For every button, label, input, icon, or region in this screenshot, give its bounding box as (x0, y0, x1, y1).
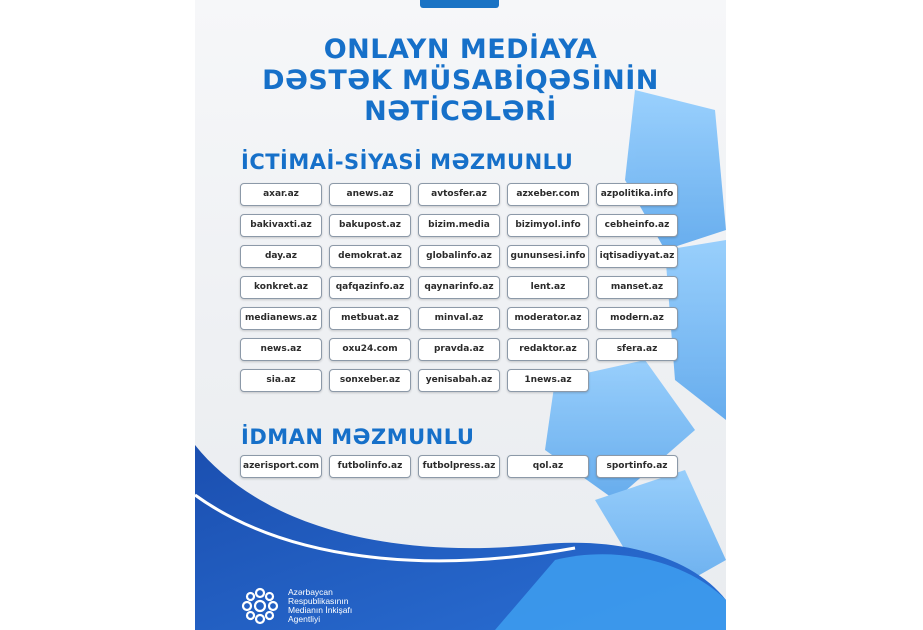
site-chip[interactable]: lent.az (507, 276, 589, 299)
site-chip[interactable]: manset.az (596, 276, 678, 299)
top-tab (420, 0, 499, 8)
site-chip[interactable]: bakivaxti.az (240, 214, 322, 237)
site-chip[interactable]: qafqazinfo.az (329, 276, 411, 299)
site-chip[interactable]: modern.az (596, 307, 678, 330)
site-chip[interactable]: anews.az (329, 183, 411, 206)
site-chip[interactable]: sia.az (240, 369, 322, 392)
site-chip[interactable]: cebheinfo.az (596, 214, 678, 237)
site-chip[interactable]: qaynarinfo.az (418, 276, 500, 299)
section-title-socio-political: İCTİMAİ-SİYASİ MƏZMUNLU (241, 150, 574, 174)
site-chip[interactable]: bizim.media (418, 214, 500, 237)
site-chip[interactable]: axar.az (240, 183, 322, 206)
site-chip[interactable]: yenisabah.az (418, 369, 500, 392)
site-chip[interactable]: bakupost.az (329, 214, 411, 237)
title-line: ONLAYN MEDİAYA (323, 34, 598, 65)
site-chip[interactable]: globalinfo.az (418, 245, 500, 268)
site-chip[interactable]: qol.az (507, 455, 589, 478)
site-chip[interactable]: medianews.az (240, 307, 322, 330)
site-chip[interactable]: avtosfer.az (418, 183, 500, 206)
title-line: NƏTİCƏLƏRİ (364, 96, 557, 127)
site-chip[interactable]: sfera.az (596, 338, 678, 361)
site-chip[interactable]: minval.az (418, 307, 500, 330)
site-chip[interactable]: sonxeber.az (329, 369, 411, 392)
agency-name: Azərbaycan Respublikasının Medianın İnkişafı Agentliyi (288, 587, 353, 624)
site-chip[interactable]: konkret.az (240, 276, 322, 299)
site-chip[interactable]: redaktor.az (507, 338, 589, 361)
site-chip[interactable]: futbolinfo.az (329, 455, 411, 478)
page-title (195, 34, 726, 127)
site-chip[interactable]: futbolpress.az (418, 455, 500, 478)
site-chip[interactable]: news.az (240, 338, 322, 361)
site-chip[interactable]: moderator.az (507, 307, 589, 330)
title-line: DƏSTƏK MÜSABİQƏSİNİN (262, 65, 659, 96)
site-chip[interactable]: azpolitika.info (596, 183, 678, 206)
site-chip[interactable]: azerisport.com (240, 455, 322, 478)
agency-logo-icon (240, 586, 280, 626)
site-chip[interactable]: bizimyol.info (507, 214, 589, 237)
site-chip[interactable]: metbuat.az (329, 307, 411, 330)
site-chip[interactable]: pravda.az (418, 338, 500, 361)
section-title-sports: İDMAN MƏZMUNLU (241, 425, 475, 449)
site-chip[interactable]: oxu24.com (329, 338, 411, 361)
site-chip[interactable]: 1news.az (507, 369, 589, 392)
site-chip[interactable]: day.az (240, 245, 322, 268)
site-chip[interactable]: demokrat.az (329, 245, 411, 268)
site-chip[interactable]: gununsesi.info (507, 245, 589, 268)
site-chip[interactable]: azxeber.com (507, 183, 589, 206)
site-chip[interactable]: sportinfo.az (596, 455, 678, 478)
site-chip[interactable]: iqtisadiyyat.az (596, 245, 678, 268)
poster (195, 0, 726, 630)
